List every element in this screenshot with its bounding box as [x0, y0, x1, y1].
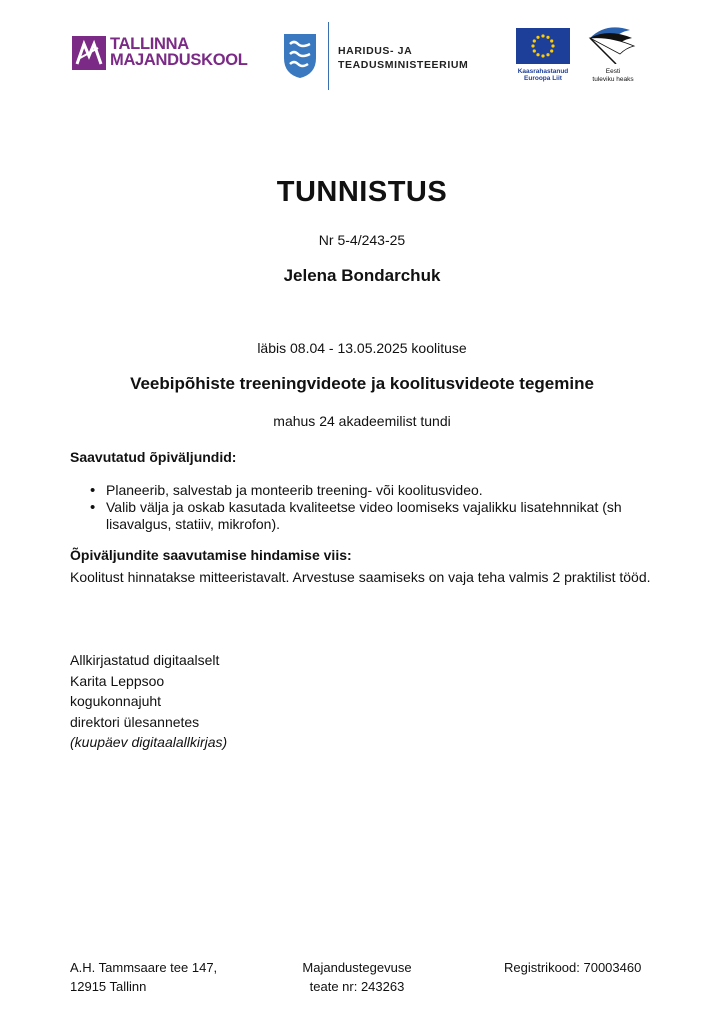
estonian-coat-of-arms-icon [282, 32, 318, 80]
footer-registry: Registrikood: 70003460 [504, 960, 642, 975]
assessment-heading: Õpiväljundite saavutamise hindamise viis: [70, 547, 352, 563]
recipient-name: Jelena Bondarchuk [283, 266, 441, 285]
list-item: • Valib välja ja oskab kasutada kvaliteetse video loomiseks vajalikku lisatehnnikat (sh lisavalgus, statiiv, mikrofon). [106, 499, 660, 533]
signer-role: direktori ülesannetes [70, 713, 200, 730]
list-item: • Planeerib, salvestab ja monteerib treening- või koolitusvideo. [106, 482, 660, 499]
footer-address: A.H. Tammsaare tee 147, 12915 Tallinn [70, 960, 218, 994]
outcomes-list [70, 482, 660, 533]
eu-caption: Kaasrahastanud Euroopa Liit [517, 68, 569, 82]
header-divider [328, 22, 329, 90]
school-logo-mark [72, 36, 106, 70]
signature-line: Allkirjastatud digitaalselt [70, 652, 220, 668]
ministry-name: HARIDUS- JA TEADUSMINISTEERIUM [338, 45, 469, 71]
course-volume: mahus 24 akadeemilist tundi [273, 413, 451, 429]
school-logo [72, 36, 268, 70]
footer-license: Majandustegevuse teate nr: 243263 [302, 960, 412, 994]
estonia-tomorrow-logo-icon [586, 24, 640, 64]
certificate-number: Nr 5-4/243-25 [318, 232, 406, 248]
outcomes-heading: Saavutatud õpiväljundid: [70, 449, 237, 465]
school-logo-text: TALLINNA MAJANDUSKOOL [110, 35, 248, 69]
certificate-title: TUNNISTUS [276, 176, 448, 208]
estonia-caption: Eesti tuleviku heaks [592, 68, 634, 83]
signature-block [70, 650, 227, 753]
eu-flag-icon [516, 28, 570, 64]
signer-position: kogukonnajuht [70, 693, 162, 709]
signature-date-note: (kuupäev digitaalallkirjas) [70, 734, 228, 750]
signer-name: Karita Leppsoo [70, 672, 165, 689]
completion-dates: läbis 08.04 - 13.05.2025 koolituse [257, 340, 467, 356]
course-name: Veebipõhiste treeningvideote ja koolitusvideote tegemine [130, 374, 594, 393]
assessment-text: Koolitust hinnatakse mitteeristavalt. Arvestuse saamiseks on vaja teha valmis 2 praktilist tööd. [70, 569, 651, 585]
